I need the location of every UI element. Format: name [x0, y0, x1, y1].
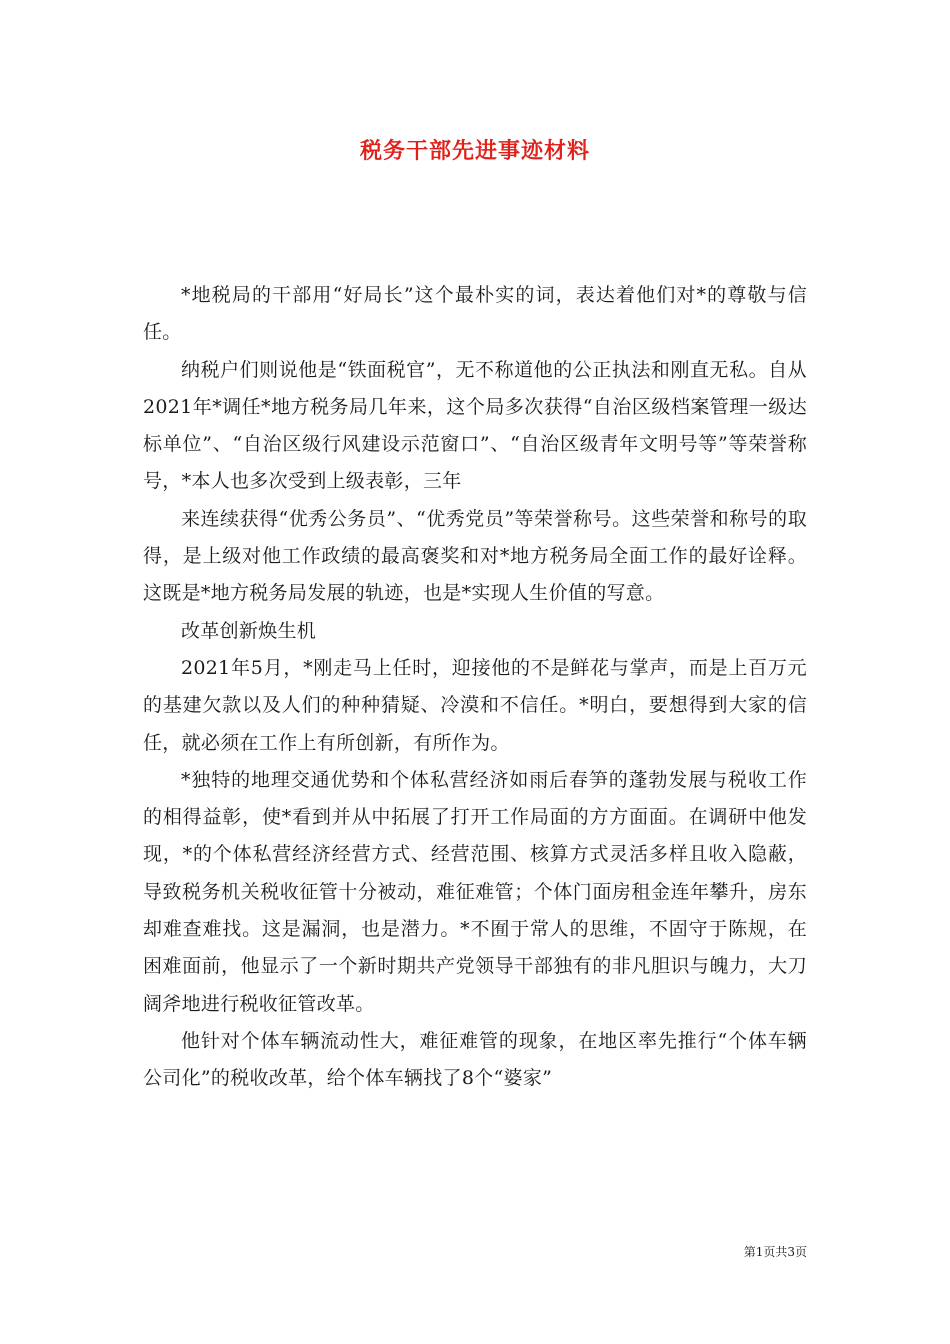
document-title: 税务干部先进事迹材料 [359, 138, 590, 164]
paragraph-3: 来连续获得“优秀公务员”、“优秀党员”等荣誉称号。这些荣誉和称号的取得，是上级对他工作政绩的最高褒奖和对*地方税务局全面工作的最好诠释。这既是*地方税务局发展的轨迹，也是*实现人生价值的写意。 [143, 507, 807, 605]
paragraph-6: 他针对个体车辆流动性大，难征难管的现象，在地区率先推行“个体车辆公司化”的税收改革，给个体车辆找了8个“婆家” [143, 1029, 807, 1090]
document-body [143, 277, 807, 1098]
page-number: 第1页共3页 [743, 1245, 807, 1259]
paragraph-1: *地税局的干部用“好局长”这个最朴实的词，表达着他们对*的尊敬与信任。 [143, 284, 807, 344]
paragraph-5: *独特的地理交通优势和个体私营经济如雨后春笋的蓬勃发展与税收工作的相得益彰，使*看到并从中拓展了打开工作局面的方方面面。在调研中他发现，*的个体私营经济经营方式、经营范围、核算方式灵活多样且收入隐蔽，导致税务机关税收征管十分被动，难征难管；个体门面房租金连年攀升，房东却难查难找。这是漏洞，也是潜力。*不囿于常人的思维，不固守于陈规，在困难面前，他显示了一个新时期共产党领导干部独有的非凡胆识与魄力，大刀阔斧地进行税收征管改革。 [143, 768, 807, 1015]
paragraph-2: 纳税户们则说他是“铁面税官”，无不称道他的公正执法和刚直无私。自从2021年*调任*地方税务局几年来，这个局多次获得“自治区级档案管理一级达标单位”、“自治区级行风建设示范窗口”、“自治区级青年文明号等”等荣誉称号，*本人也多次受到上级表彰，三年 [143, 358, 807, 493]
section-heading: 改革创新焕生机 [181, 619, 317, 642]
paragraph-4: 2021年5月，*刚走马上任时，迎接他的不是鲜花与掌声，而是上百万元的基建欠款以及人们的种种猜疑、冷漠和不信任。*明白，要想得到大家的信任，就必须在工作上有所创新，有所作为。 [143, 656, 807, 754]
